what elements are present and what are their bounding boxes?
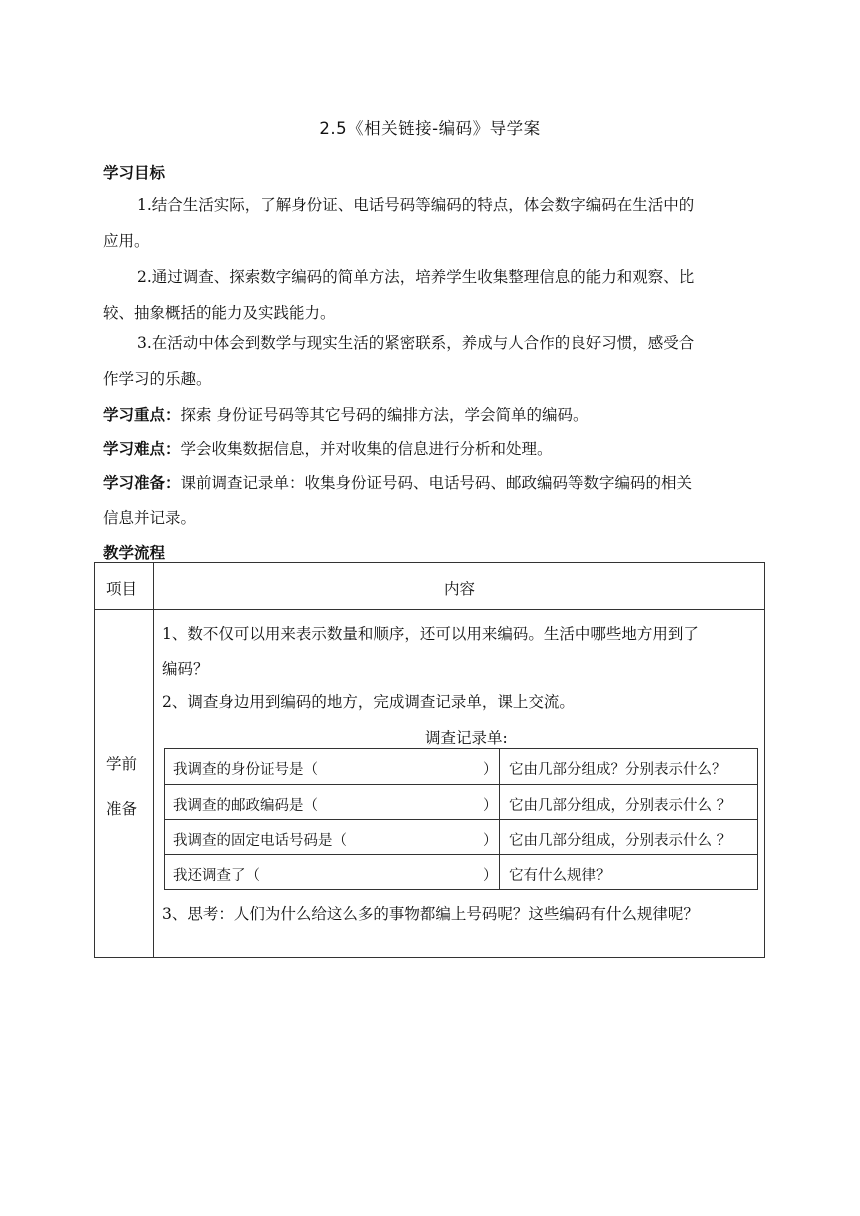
- close-paren: ）: [483, 833, 498, 849]
- header-content: 内容: [444, 580, 476, 598]
- close-paren: ）: [483, 798, 498, 814]
- column-divider: [153, 563, 154, 957]
- close-paren: ）: [483, 762, 498, 778]
- header-item: 项目: [106, 580, 138, 598]
- preparation-label: 学习准备：: [103, 474, 181, 492]
- survey-phone-question: 它由几部分组成，分别表示什么 ？: [509, 833, 732, 849]
- table-row: [165, 854, 757, 890]
- difficulty-text: 学会收集数据信息，并对收集的信息进行分析和处理。: [180, 440, 553, 458]
- preparation-text-line-2: 信息并记录。: [103, 509, 197, 527]
- table-row: [165, 784, 757, 820]
- objectives-heading: 学习目标: [103, 164, 166, 182]
- table-row: [165, 749, 757, 784]
- difficulty-label: 学习难点：: [103, 440, 181, 458]
- table-row: [165, 819, 757, 855]
- objective-2-line-1: 2.通过调查、探索数字编码的简单方法，培养学生收集整理信息的能力和观察、比: [137, 268, 695, 286]
- close-paren: ）: [483, 868, 498, 884]
- objective-2-line-2: 较、抽象概括的能力及实践能力。: [103, 304, 336, 322]
- survey-table: [164, 748, 758, 890]
- row-label-line-2: 准备: [106, 800, 138, 818]
- key-point: [103, 397, 761, 433]
- document-title: 2.5《相关链接-编码》导学案: [319, 119, 541, 138]
- content-item-3: 3、思考：人们为什么给这么多的事物都编上号码呢？这些编码有什么规律呢？: [162, 905, 699, 923]
- survey-postal-question: 它由几部分组成，分别表示什么 ？: [509, 798, 732, 814]
- preparation-text-line-1: 课前调查记录单：收集身份证号码、电话号码、邮政编码等数字编码的相关: [180, 474, 693, 492]
- survey-id-label: 我调查的身份证号是（: [173, 762, 318, 778]
- content-item-1-line-1: 1、数不仅可以用来表示数量和顺序，还可以用来编码。生活中哪些地方用到了: [162, 625, 699, 643]
- objective-1-line-2: 应用。: [103, 232, 150, 250]
- content-item-2: 2、调查身边用到编码的地方，完成调查记录单，课上交流。: [162, 693, 575, 711]
- key-point-text: 探索 身份证号码等其它号码的编排方法，学会简单的编码。: [180, 406, 589, 424]
- preparation: [103, 465, 761, 501]
- header-divider: [95, 609, 764, 610]
- survey-id-question: 它由几部分组成？分别表示什么？: [509, 762, 727, 778]
- objective-3-line-2: 作学习的乐趣。: [103, 370, 212, 388]
- key-point-label: 学习重点：: [103, 406, 181, 424]
- difficulty: [103, 431, 761, 467]
- survey-other-question: 它有什么规律？: [509, 868, 611, 884]
- objective-1-line-1: 1.结合生活实际，了解身份证、电话号码等编码的特点，体会数字编码在生活中的: [137, 196, 695, 214]
- survey-phone-label: 我调查的固定电话号码是（: [173, 833, 347, 849]
- content-item-1-line-2: 编码？: [162, 660, 209, 678]
- objective-3-line-1: 3.在活动中体会到数学与现实生活的紧密联系，养成与人合作的良好习惯，感受合: [137, 334, 695, 352]
- survey-other-label: 我还调查了（: [173, 868, 260, 884]
- survey-postal-label: 我调查的邮政编码是（: [173, 798, 318, 814]
- process-heading: 教学流程: [103, 544, 166, 562]
- survey-title: 调查记录单:: [425, 729, 508, 747]
- row-label-line-1: 学前: [106, 755, 138, 773]
